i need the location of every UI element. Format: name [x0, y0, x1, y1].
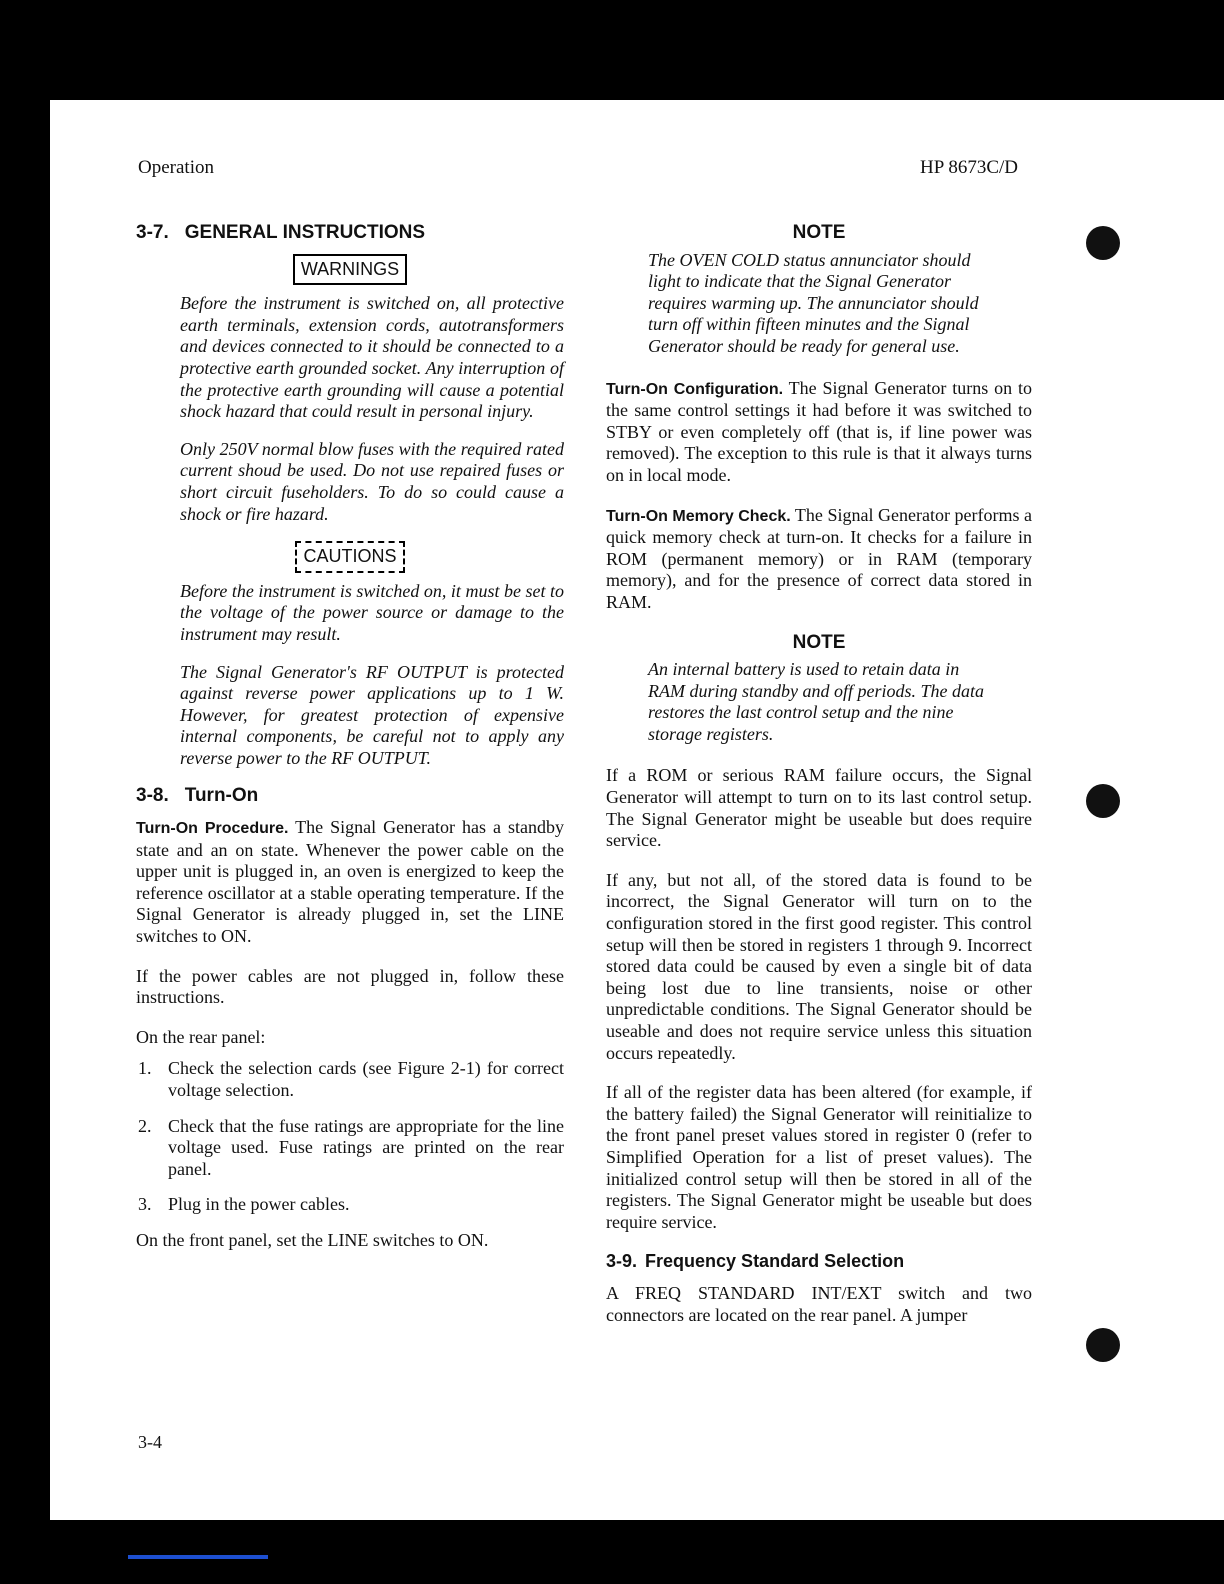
note-title: NOTE — [792, 222, 846, 243]
section-heading: 3-7. GENERAL INSTRUCTIONS — [136, 222, 426, 243]
note-title: NOTE — [792, 631, 846, 653]
list-item: 3. Plug in the power cables. — [138, 1194, 350, 1215]
note-text: The OVEN COLD status annunciator should light to indicate that the Signal Generator requires warming up. The annunciator should turn off within fifteen minutes and the Signal Generator should be ready for general use. — [648, 249, 979, 356]
paragraph: On the front panel, set the LINE switches to ON. — [136, 1229, 489, 1250]
warnings-label: WARNINGS — [136, 254, 564, 286]
header-section: Operation — [138, 157, 214, 178]
caution-text: Before the instrument is switched on, it must be set to the voltage of the power source or damage to the instrument may result. — [180, 580, 564, 644]
header-model: HP 8673C/D — [920, 157, 1019, 178]
binder-hole — [1086, 226, 1120, 260]
note-text: An internal battery is used to retain data in RAM during standby and off periods. The data restores the last control setup and the nine storage registers. — [648, 659, 984, 744]
turn-on-procedure: Turn-On Procedure. The Signal Generator has a standby state and an on state. Whenever the power cable on the upper unit is plugged in, an oven is energized to keep the reference oscillator at a stable operating temperature. If the Signal Generator is already plugged in, set the LINE switches to ON. — [136, 817, 564, 947]
warning-text: Only 250V normal blow fuses with the required rated current shoud be used. Do not use repaired fuses or short circuit fuseholders. To do so could cause a shock or fire hazard. — [180, 438, 564, 524]
section-heading: 3-9. Frequency Standard Selection — [606, 1251, 905, 1272]
section-heading: 3-8. Turn-On — [136, 785, 259, 807]
turn-on-configuration: Turn-On Configuration. The Signal Generator turns on to the same control settings it had before it was switched to STBY or even completely off (that is, if line power was removed). The exception to this rule is that it always turns on in local mode. — [606, 377, 1032, 485]
paragraph: On the rear panel: — [136, 1026, 266, 1047]
list-item: 2. Check that the fuse ratings are appropriate for the line voltage used. Fuse ratings are printed on the rear panel. — [138, 1115, 564, 1179]
binder-hole — [1086, 784, 1120, 818]
left-column — [136, 222, 564, 1270]
warning-text: Before the instrument is switched on, all protective earth terminals, extension cords, autotransformers and devices connected to it should be connected to a protective earth grounded socket. Any interruption of the protective earth grounding will cause a potential shock hazard that could result in personal injury. — [180, 293, 564, 422]
steps-list — [136, 1058, 564, 1216]
list-item: 1. Check the selection cards (see Figure 2-1) for correct voltage selection. — [138, 1058, 564, 1100]
right-column — [606, 222, 1032, 1344]
paragraph: If a ROM or serious RAM failure occurs, the Signal Generator will attempt to turn on to its last control setup. The Signal Generator might be useable but does require service. — [606, 765, 1032, 851]
paragraph: If all of the register data has been altered (for example, if the battery failed) the Signal Generator will reinitialize to the front panel preset values stored in register 0 (refer to Simplified Operation for a list of preset values). The initialized control setup will then be stored in all of the registers. The Signal Generator might be useable but does require service. — [606, 1082, 1032, 1232]
scan-mark — [128, 1555, 268, 1559]
paragraph: If any, but not all, of the stored data is found to be incorrect, the Signal Generator will turn on to the configuration stored in the first good register. This control setup will then be stored in registers 1 through 9. Incorrect stored data could be caused by even a single bit of data being lost due to line transients, noise or other unpredictable conditions. The Signal Generator should be useable and does not require service unless this situation occurs repeatedly. — [606, 869, 1032, 1063]
paragraph: A FREQ STANDARD INT/EXT switch and two connectors are located on the rear panel. A jumper — [606, 1282, 1032, 1325]
turn-on-memory-check: Turn-On Memory Check. The Signal Generator performs a quick memory check at turn-on. It checks for a failure in ROM (permanent memory) or in RAM (temporary memory), and for the presence of correct data stored in RAM. — [606, 504, 1032, 612]
paragraph: If the power cables are not plugged in, follow these instructions. — [136, 965, 564, 1008]
page-number: 3-4 — [138, 1432, 162, 1452]
binder-hole — [1086, 1328, 1120, 1362]
caution-text: The Signal Generator's RF OUTPUT is protected against reverse power applications up to 1 W. However, for greatest protection of expensive internal components, be careful not to apply any reverse power to the RF OUTPUT. — [180, 661, 564, 768]
cautions-label: CAUTIONS — [136, 541, 564, 573]
